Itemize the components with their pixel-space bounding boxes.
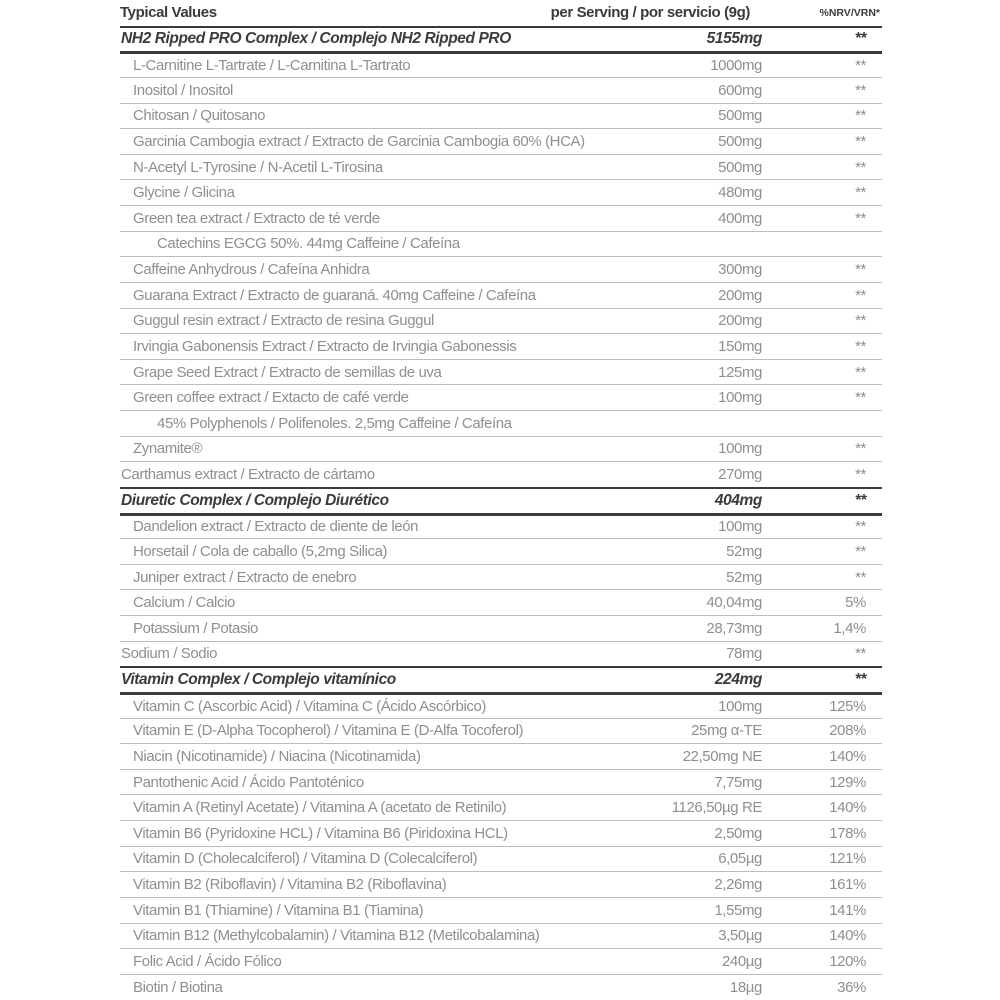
amount-per-serving: 1,55mg [714, 901, 762, 919]
ingredient-name: Juniper extract / Extracto de enebro [133, 568, 357, 586]
amount-per-serving: 2,50mg [714, 824, 762, 842]
ingredient-name: Biotin / Biotina [133, 978, 223, 996]
nrv-percent: ** [855, 389, 866, 407]
ingredient-name: Catechins EGCG 50%. 44mg Caffeine / Cafeína [157, 235, 460, 253]
table-row [120, 333, 882, 359]
amount-per-serving: 400mg [718, 209, 762, 227]
nrv-percent: 36% [837, 978, 866, 996]
ingredient-name: Vitamin B12 (Methylcobalamin) / Vitamina B12 (Metilcobalamina) [133, 927, 540, 945]
nrv-percent: ** [855, 363, 866, 381]
table-row [120, 308, 882, 334]
nrv-percent: ** [855, 312, 866, 330]
amount-per-serving: 150mg [718, 337, 762, 355]
table-row [120, 205, 882, 231]
table-row [120, 923, 882, 949]
ingredient-name: Guggul resin extract / Extracto de resina Guggul [133, 312, 434, 330]
nrv-percent: ** [855, 57, 866, 75]
ingredient-name: Diuretic Complex / Complejo Diurético [121, 491, 389, 509]
amount-per-serving: 52mg [726, 568, 762, 586]
nrv-percent: 120% [829, 952, 866, 970]
nrv-percent: 178% [829, 824, 866, 842]
ingredient-name: Vitamin B6 (Pyridoxine HCL) / Vitamina B6 (Piridoxina HCL) [133, 824, 508, 842]
nrv-percent: ** [855, 286, 866, 304]
table-row [120, 820, 882, 846]
nrv-percent: ** [855, 209, 866, 227]
nrv-percent: 208% [829, 722, 866, 740]
ingredient-name: Pantothenic Acid / Ácido Pantoténico [133, 773, 364, 791]
table-row [120, 974, 882, 1000]
ingredient-name: Carthamus extract / Extracto de cártamo [121, 466, 375, 484]
table-row [120, 615, 882, 641]
ingredient-name: Horsetail / Cola de caballo (5,2mg Silica) [133, 542, 388, 560]
column-header-nrv: %NRV/VRN* [819, 6, 880, 19]
ingredient-name: Folic Acid / Ácido Fólico [133, 952, 282, 970]
table-row [120, 769, 882, 795]
ingredient-name: Guarana Extract / Extracto de guaraná. 40mg Caffeine / Cafeína [133, 286, 536, 304]
ingredient-name: Niacin (Nicotinamide) / Niacina (Nicotinamida) [133, 747, 421, 765]
column-header-typical-values: Typical Values [120, 4, 217, 22]
amount-per-serving: 500mg [718, 107, 762, 125]
amount-per-serving: 404mg [714, 491, 762, 509]
ingredient-name: N-Acetyl L-Tyrosine / N-Acetil L-Tirosina [133, 158, 383, 176]
table-row [120, 461, 882, 487]
ingredient-name: Inositol / Inositol [133, 81, 233, 99]
nrv-percent: 141% [829, 901, 866, 919]
amount-per-serving: 6,05µg [718, 850, 762, 868]
ingredient-name: Irvingia Gabonensis Extract / Extracto de Irvingia Gabonessis [133, 337, 517, 355]
amount-per-serving: 270mg [718, 466, 762, 484]
table-row [120, 231, 882, 257]
amount-per-serving: 78mg [726, 645, 762, 663]
nrv-percent: ** [855, 81, 866, 99]
ingredient-name: Sodium / Sodio [121, 645, 218, 663]
table-row [120, 589, 882, 615]
amount-per-serving: 18µg [729, 978, 762, 996]
ingredient-name: Vitamin A (Retinyl Acetate) / Vitamina A (acetato de Retinilo) [133, 799, 507, 817]
nrv-percent: 125% [829, 697, 866, 715]
table-row [120, 436, 882, 462]
nrv-percent: ** [854, 671, 866, 689]
amount-per-serving: 28,73mg [706, 619, 762, 637]
table-row [120, 718, 882, 744]
table-row [120, 897, 882, 923]
nrv-percent: ** [855, 158, 866, 176]
nrv-percent: 129% [829, 773, 866, 791]
table-row [120, 256, 882, 282]
table-row [120, 692, 882, 718]
ingredient-name: Calcium / Calcio [133, 594, 235, 612]
table-row [120, 128, 882, 154]
ingredient-name: Green coffee extract / Extacto de café verde [133, 389, 409, 407]
amount-per-serving: 100mg [718, 440, 762, 458]
nrv-percent: 140% [829, 799, 866, 817]
nrv-percent: ** [855, 107, 866, 125]
nrv-percent: ** [855, 518, 866, 536]
amount-per-serving: 600mg [718, 81, 762, 99]
nrv-percent: ** [855, 542, 866, 560]
amount-per-serving: 2,26mg [714, 876, 762, 894]
amount-per-serving: 125mg [718, 363, 762, 381]
nrv-percent: ** [854, 30, 866, 48]
table-row [120, 154, 882, 180]
ingredient-name: Caffeine Anhydrous / Cafeína Anhidra [133, 261, 370, 279]
ingredient-name: Vitamin E (D-Alpha Tocopherol) / Vitamina E (D-Alfa Tocoferol) [133, 722, 524, 740]
nrv-percent: ** [855, 184, 866, 202]
nrv-percent: 5% [845, 594, 866, 612]
ingredient-name: L-Carnitine L-Tartrate / L-Carnitina L-Tartrato [133, 57, 411, 75]
ingredient-name: Vitamin B1 (Thiamine) / Vitamina B1 (Tiamina) [133, 901, 424, 919]
table-row [120, 410, 882, 436]
amount-per-serving: 100mg [718, 697, 762, 715]
nrv-percent: 1,4% [833, 619, 866, 637]
amount-per-serving: 22,50mg NE [682, 747, 762, 765]
table-row [120, 513, 882, 539]
ingredient-name: Vitamin Complex / Complejo vitamínico [121, 671, 396, 689]
table-row [120, 794, 882, 820]
amount-per-serving: 1000mg [710, 57, 762, 75]
amount-per-serving: 1126,50µg RE [671, 799, 762, 817]
section-row [120, 26, 882, 52]
amount-per-serving: 224mg [714, 671, 762, 689]
table-row [120, 282, 882, 308]
ingredient-name: Zynamite® [133, 440, 203, 458]
amount-per-serving: 100mg [718, 518, 762, 536]
ingredient-name: Vitamin C (Ascorbic Acid) / Vitamina C (Ácido Ascórbico) [133, 697, 487, 715]
amount-per-serving: 500mg [718, 132, 762, 150]
ingredient-name: Vitamin B2 (Riboflavin) / Vitamina B2 (Riboflavina) [133, 876, 447, 894]
amount-per-serving: 40,04mg [706, 594, 762, 612]
nrv-percent: ** [855, 132, 866, 150]
ingredient-name: Green tea extract / Extracto de té verde [133, 209, 380, 227]
table-row [120, 641, 882, 667]
nrv-percent: ** [855, 261, 866, 279]
nrv-percent: ** [855, 466, 866, 484]
nrv-percent: 121% [829, 850, 866, 868]
section-row [120, 487, 882, 513]
table-header [120, 0, 882, 26]
table-row [120, 743, 882, 769]
amount-per-serving: 7,75mg [714, 773, 762, 791]
amount-per-serving: 300mg [718, 261, 762, 279]
table-row [120, 846, 882, 872]
nrv-percent: ** [855, 645, 866, 663]
amount-per-serving: 5155mg [706, 30, 762, 48]
ingredient-name: Chitosan / Quitosano [133, 107, 266, 125]
amount-per-serving: 25mg α-TE [691, 722, 762, 740]
ingredient-name: 45% Polyphenols / Polifenoles. 2,5mg Caffeine / Cafeína [157, 414, 512, 432]
ingredient-name: NH2 Ripped PRO Complex / Complejo NH2 Ripped PRO [121, 30, 511, 48]
nrv-percent: 140% [829, 927, 866, 945]
table-row [120, 948, 882, 974]
section-row [120, 666, 882, 692]
table-row [120, 179, 882, 205]
amount-per-serving: 52mg [726, 542, 762, 560]
ingredient-name: Potassium / Potasio [133, 619, 258, 637]
nutrition-facts-table [120, 0, 882, 1000]
ingredient-name: Grape Seed Extract / Extracto de semillas de uva [133, 363, 442, 381]
table-row [120, 384, 882, 410]
nrv-percent: ** [855, 568, 866, 586]
amount-per-serving: 100mg [718, 389, 762, 407]
table-row [120, 51, 882, 77]
amount-per-serving: 500mg [718, 158, 762, 176]
amount-per-serving: 3,50µg [718, 927, 762, 945]
table-row [120, 871, 882, 897]
ingredient-name: Dandelion extract / Extracto de diente de león [133, 518, 419, 536]
amount-per-serving: 480mg [718, 184, 762, 202]
table-row [120, 538, 882, 564]
nrv-percent: 140% [829, 747, 866, 765]
table-row [120, 77, 882, 103]
nrv-percent: 161% [829, 876, 866, 894]
ingredient-name: Vitamin D (Cholecalciferol) / Vitamina D (Colecalciferol) [133, 850, 478, 868]
nrv-percent: ** [854, 491, 866, 509]
nrv-percent: ** [855, 337, 866, 355]
ingredient-name: Glycine / Glicina [133, 184, 235, 202]
column-header-per-serving: per Serving / por servicio (9g) [550, 4, 750, 22]
ingredient-name: Garcinia Cambogia extract / Extracto de Garcinia Cambogia 60% (HCA) [133, 132, 585, 150]
nrv-percent: ** [855, 440, 866, 458]
table-row [120, 564, 882, 590]
table-row [120, 103, 882, 129]
table-row [120, 359, 882, 385]
amount-per-serving: 200mg [718, 312, 762, 330]
amount-per-serving: 240µg [721, 952, 762, 970]
amount-per-serving: 200mg [718, 286, 762, 304]
